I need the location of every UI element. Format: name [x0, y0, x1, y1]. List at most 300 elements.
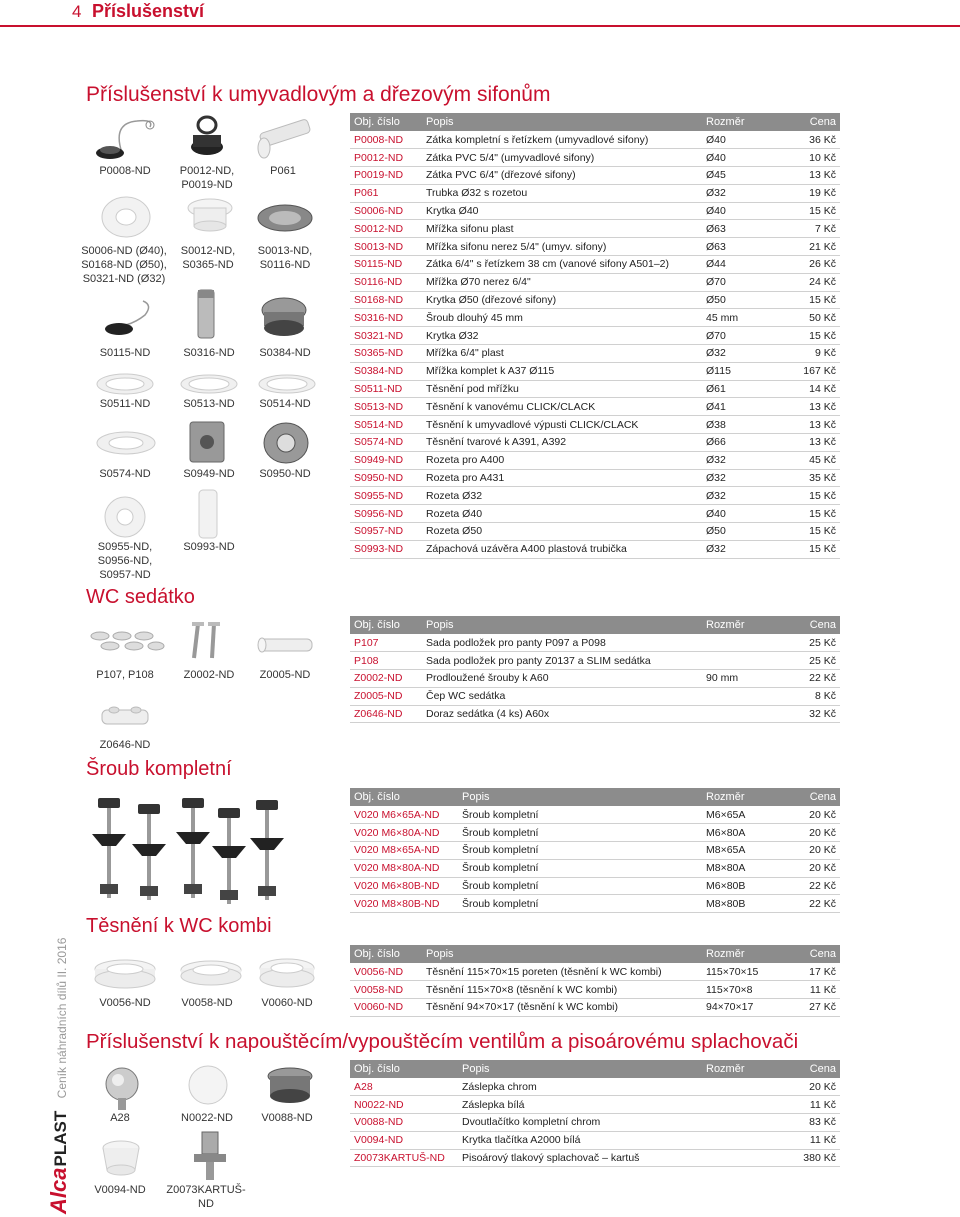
label-s0950: S0950-ND [259, 468, 311, 480]
label-a28: A28 [110, 1112, 130, 1124]
shaped-seal-image [94, 428, 158, 458]
cell-price: 10 Kč [788, 149, 840, 167]
cell-price: 380 Kč [788, 1149, 840, 1167]
cell-price: 36 Kč [788, 131, 840, 149]
table-row [350, 380, 840, 398]
side-branding [46, 938, 72, 1214]
cell-description: Těsnění k vanovému CLICK/CLACK [422, 398, 702, 416]
wc-seal-v0058-image [178, 958, 244, 988]
cell-price: 24 Kč [788, 273, 840, 291]
cell-description: Šroub kompletní [458, 824, 702, 842]
brand-logo-alca: Alca [46, 1167, 71, 1214]
cell-size: Ø38 [702, 416, 788, 434]
header-desc: Popis [422, 945, 702, 963]
cell-size: Ø32 [702, 184, 788, 202]
cell-size: M8×65A [702, 842, 788, 860]
cell-code: S0511-ND [350, 380, 422, 398]
table-row [350, 345, 840, 363]
cell-size: Ø44 [702, 256, 788, 274]
cell-size: M6×65A [702, 806, 788, 824]
table-row [350, 149, 840, 167]
plug-chain-vanove-image [95, 295, 165, 340]
cell-size: M6×80B [702, 877, 788, 895]
price-table-sroub [350, 788, 840, 913]
section-title-umyvadlo: Příslušenství k umyvadlovým a dřezovým sifonům [86, 83, 551, 106]
cell-code: S0321-ND [350, 327, 422, 345]
stainless-grate-image [254, 200, 316, 236]
label-s0013: S0013-ND, S0116-ND [257, 245, 313, 271]
cell-description: Zátka PVC 5/4" (umyvadlové sifony) [422, 149, 702, 167]
label-s0513: S0513-ND [183, 398, 235, 410]
label-s0514: S0514-ND [259, 398, 311, 410]
cell-price: 15 Kč [788, 540, 840, 558]
label-s0012: S0012-ND, S0365-ND [180, 245, 236, 271]
cell-price: 27 Kč [788, 999, 840, 1017]
brand-logo-plast: PLAST [51, 1110, 70, 1167]
cell-code: V0094-ND [350, 1131, 458, 1149]
cell-code: V0058-ND [350, 981, 422, 999]
cell-size: Ø40 [702, 505, 788, 523]
cell-price: 20 Kč [788, 824, 840, 842]
cell-size: Ø41 [702, 398, 788, 416]
label-s0511: S0511-ND [99, 398, 151, 410]
flush-cartridge-image [188, 1130, 232, 1182]
table-row [350, 963, 840, 981]
table-row [350, 859, 840, 877]
cell-code: S0384-ND [350, 362, 422, 380]
cell-description: Sada podložek pro panty Z0137 a SLIM sedátka [422, 652, 702, 670]
header-price: Cena [788, 945, 840, 963]
header-code: Obj. číslo [350, 616, 422, 634]
rosette-a400-image [186, 418, 228, 466]
cell-size: Ø61 [702, 380, 788, 398]
cell-code: S0949-ND [350, 451, 422, 469]
header-size: Rozměr [702, 945, 788, 963]
cell-description: Mřížka sifonu nerez 5/4" (umyv. sifony) [422, 238, 702, 256]
header-code: Obj. číslo [350, 945, 422, 963]
cell-size: 115×70×8 [702, 981, 788, 999]
cell-description: Doraz sedátka (4 ks) A60x [422, 705, 702, 723]
label-v0058: V0058-ND [181, 997, 233, 1009]
header-size: Rozměr [702, 113, 788, 131]
section-title-napoustec: Příslušenství k napouštěcím/vypouštěcím ventilům a pisoárovému splachovači [86, 1030, 799, 1053]
table-row [350, 842, 840, 860]
cell-size: 45 mm [702, 309, 788, 327]
cell-description: Rozeta pro A431 [422, 469, 702, 487]
table-row [350, 981, 840, 999]
header-rule [0, 25, 960, 27]
label-p0008: P0008-ND [99, 165, 151, 177]
cell-code: A28 [350, 1078, 458, 1096]
cell-description: Šroub kompletní [458, 877, 702, 895]
table-row [350, 652, 840, 670]
plug-with-chain-image [92, 113, 162, 163]
table-row [350, 434, 840, 452]
cell-size [702, 1114, 788, 1132]
label-s0384: S0384-ND [259, 347, 311, 359]
cell-size: Ø32 [702, 469, 788, 487]
cell-size: 90 mm [702, 670, 788, 688]
cell-code: P0019-ND [350, 167, 422, 185]
cell-code: S0957-ND [350, 523, 422, 541]
cell-code: P108 [350, 652, 422, 670]
cell-code: S0012-ND [350, 220, 422, 238]
seat-pin-image [254, 630, 318, 660]
label-s0115: S0115-ND [99, 347, 151, 359]
cell-size [702, 634, 788, 652]
washer-set-image [88, 628, 166, 654]
header-size: Rozměr [702, 788, 788, 806]
wc-seal-v0060-image [256, 956, 318, 990]
cell-description: Pisoárový tlakový splachovač – kartuš [458, 1149, 702, 1167]
cell-description: Zápachová uzávěra A400 plastová trubička [422, 540, 702, 558]
cell-code: V020 M8×80B-ND [350, 895, 458, 913]
cell-description: Záslepka bílá [458, 1096, 702, 1114]
cell-description: Těsnění 94×70×17 (těsnění k WC kombi) [422, 999, 702, 1017]
table-row [350, 309, 840, 327]
header-price: Cena [788, 616, 840, 634]
cell-price: 15 Kč [788, 523, 840, 541]
price-table-wc [350, 616, 840, 723]
cell-size: Ø40 [702, 149, 788, 167]
table-header-row [350, 788, 840, 806]
cell-price: 15 Kč [788, 505, 840, 523]
cell-description: Šroub kompletní [458, 842, 702, 860]
cell-description: Sada podložek pro panty P097 a P098 [422, 634, 702, 652]
cell-description: Rozeta pro A400 [422, 451, 702, 469]
table-row [350, 220, 840, 238]
cell-price: 11 Kč [788, 981, 840, 999]
cell-description: Šroub kompletní [458, 806, 702, 824]
cell-price: 32 Kč [788, 705, 840, 723]
cell-description: Trubka Ø32 s rozetou [422, 184, 702, 202]
cell-price: 13 Kč [788, 434, 840, 452]
cell-price: 22 Kč [788, 877, 840, 895]
complete-screws-image [86, 794, 294, 910]
cell-code: S0514-ND [350, 416, 422, 434]
cover-cap-image [97, 194, 155, 240]
cell-price: 11 Kč [788, 1096, 840, 1114]
label-p107: P107, P108 [96, 669, 154, 681]
cell-code: S0574-ND [350, 434, 422, 452]
label-v0056: V0056-ND [99, 997, 151, 1009]
cell-code: Z0005-ND [350, 687, 422, 705]
cell-description: Šroub kompletní [458, 895, 702, 913]
table-row [350, 999, 840, 1017]
table-row [350, 327, 840, 345]
cell-description: Rozeta Ø40 [422, 505, 702, 523]
cell-size: Ø40 [702, 131, 788, 149]
cell-description: Šroub kompletní [458, 859, 702, 877]
cell-size [702, 1078, 788, 1096]
table-row [350, 416, 840, 434]
cell-price: 11 Kč [788, 1131, 840, 1149]
cell-price: 13 Kč [788, 416, 840, 434]
cell-description: Zátka kompletní s řetízkem (umyvadlové sifony) [422, 131, 702, 149]
cell-description: Rozeta Ø32 [422, 487, 702, 505]
table-row [350, 824, 840, 842]
cell-code: V0060-ND [350, 999, 422, 1017]
table-header-row [350, 616, 840, 634]
cell-description: Krytka Ø40 [422, 202, 702, 220]
plug-pvc-image [182, 113, 232, 163]
chrome-cap-image [96, 1062, 148, 1112]
cell-code: S0006-ND [350, 202, 422, 220]
cell-price: 15 Kč [788, 291, 840, 309]
header-desc: Popis [458, 788, 702, 806]
cell-code: V020 M8×80A-ND [350, 859, 458, 877]
label-z0005: Z0005-ND [259, 669, 311, 681]
cell-price: 83 Kč [788, 1114, 840, 1132]
cell-size [702, 652, 788, 670]
cell-price: 22 Kč [788, 895, 840, 913]
plastic-grate-image [182, 194, 238, 236]
white-cap-image [184, 1062, 232, 1108]
plastic-tube-image [193, 488, 223, 540]
header-code: Obj. číslo [350, 113, 422, 131]
cell-description: Mřížka 6/4" plast [422, 345, 702, 363]
cell-price: 15 Kč [788, 327, 840, 345]
page-number: 4 [72, 2, 82, 21]
label-s0993: S0993-ND [183, 541, 235, 553]
cell-description: Prodloužené šrouby k A60 [422, 670, 702, 688]
cell-size: 115×70×15 [702, 963, 788, 981]
cell-price: 15 Kč [788, 487, 840, 505]
table-row [350, 398, 840, 416]
cell-size [702, 705, 788, 723]
cell-size: Ø63 [702, 238, 788, 256]
cell-price: 19 Kč [788, 184, 840, 202]
cell-size: Ø32 [702, 540, 788, 558]
header-desc: Popis [458, 1060, 702, 1078]
seat-bumper-image [96, 702, 154, 730]
label-v0088: V0088-ND [261, 1112, 313, 1124]
cell-price: 13 Kč [788, 167, 840, 185]
table-row [350, 670, 840, 688]
price-table-napoustec [350, 1060, 840, 1167]
cell-code: Z0002-ND [350, 670, 422, 688]
label-s0006: S0006-ND (Ø40), S0168-ND (Ø50), S0321-ND (Ø32) [81, 245, 167, 285]
cell-size: Ø63 [702, 220, 788, 238]
cell-size: Ø40 [702, 202, 788, 220]
cell-size: Ø70 [702, 327, 788, 345]
table-row [350, 238, 840, 256]
cell-price: 7 Kč [788, 220, 840, 238]
table-row [350, 184, 840, 202]
cell-code: S0168-ND [350, 291, 422, 309]
cell-code: S0950-ND [350, 469, 422, 487]
label-z0646: Z0646-ND [99, 739, 151, 751]
cell-code: V0088-ND [350, 1114, 458, 1132]
cell-code: S0013-ND [350, 238, 422, 256]
table-row [350, 1114, 840, 1132]
price-table-umyvadlo [350, 113, 840, 559]
cell-price: 45 Kč [788, 451, 840, 469]
header-code: Obj. číslo [350, 1060, 458, 1078]
rosette-a431-image [260, 420, 312, 466]
cell-description: Záslepka chrom [458, 1078, 702, 1096]
cell-price: 14 Kč [788, 380, 840, 398]
cell-price: 20 Kč [788, 842, 840, 860]
table-row [350, 202, 840, 220]
header-desc: Popis [422, 113, 702, 131]
page-header [0, 0, 960, 24]
page-title: Příslušenství [92, 1, 205, 21]
table-row [350, 451, 840, 469]
cell-size: M6×80A [702, 824, 788, 842]
cell-size: Ø32 [702, 451, 788, 469]
table-row [350, 256, 840, 274]
table-row [350, 487, 840, 505]
label-p061: P061 [270, 165, 296, 177]
table-row [350, 1131, 840, 1149]
table-header-row [350, 113, 840, 131]
header-size: Rozměr [702, 616, 788, 634]
table-row [350, 131, 840, 149]
cell-description: Těsnění 115×70×15 poreten (těsnění k WC kombi) [422, 963, 702, 981]
header-desc: Popis [422, 616, 702, 634]
table-row [350, 1096, 840, 1114]
table-row [350, 523, 840, 541]
cell-code: V020 M6×80A-ND [350, 824, 458, 842]
cell-description: Krytka Ø50 (dřezové sifony) [422, 291, 702, 309]
cell-size: Ø45 [702, 167, 788, 185]
cell-size: M8×80A [702, 859, 788, 877]
label-z0002: Z0002-ND [183, 669, 235, 681]
seal-ring-s0513-image [178, 370, 240, 398]
header-price: Cena [788, 113, 840, 131]
label-p0012: P0012-ND, P0019-ND [179, 165, 235, 191]
cell-code: V0056-ND [350, 963, 422, 981]
label-s0574: S0574-ND [99, 468, 151, 480]
section-title-tesneni: Těsnění k WC kombi [86, 915, 272, 937]
cell-code: Z0073KARTUŠ-ND [350, 1149, 458, 1167]
cell-code: V020 M6×65A-ND [350, 806, 458, 824]
seal-ring-s0514-image [256, 370, 318, 398]
cell-size [702, 1149, 788, 1167]
rosette-image [100, 494, 150, 540]
long-screw-image [192, 286, 220, 342]
cell-description: Dvoutlačítko kompletní chrom [458, 1114, 702, 1132]
cell-description: Krytka Ø32 [422, 327, 702, 345]
table-row [350, 1149, 840, 1167]
cell-price: 25 Kč [788, 652, 840, 670]
label-s0316: S0316-ND [183, 347, 235, 359]
cell-price: 26 Kč [788, 256, 840, 274]
cell-size [702, 1131, 788, 1149]
label-s0949: S0949-ND [183, 468, 235, 480]
cell-price: 15 Kč [788, 202, 840, 220]
label-v0094: V0094-ND [94, 1184, 146, 1196]
cell-price: 17 Kč [788, 963, 840, 981]
section-title-sroub: Šroub kompletní [86, 758, 232, 780]
cell-size: Ø115 [702, 362, 788, 380]
header-price: Cena [788, 788, 840, 806]
cell-size: Ø32 [702, 345, 788, 363]
cell-size: 94×70×17 [702, 999, 788, 1017]
cell-size [702, 687, 788, 705]
label-s0955: S0955-ND, S0956-ND, S0957-ND [97, 541, 153, 581]
seal-ring-s0511-image [94, 370, 156, 398]
table-row [350, 469, 840, 487]
cell-code: S0955-ND [350, 487, 422, 505]
cell-description: Mřížka komplet k A37 Ø115 [422, 362, 702, 380]
table-row [350, 705, 840, 723]
table-header-row [350, 945, 840, 963]
cell-size: Ø70 [702, 273, 788, 291]
table-row [350, 895, 840, 913]
table-row [350, 687, 840, 705]
cell-code: P0012-ND [350, 149, 422, 167]
label-z0073: Z0073KARTUŠ-ND [166, 1184, 246, 1210]
cell-price: 8 Kč [788, 687, 840, 705]
dual-button-image [262, 1062, 318, 1108]
table-row [350, 505, 840, 523]
table-row [350, 806, 840, 824]
cell-description: Rozeta Ø50 [422, 523, 702, 541]
cell-price: 20 Kč [788, 806, 840, 824]
cell-description: Mřížka Ø70 nerez 6/4" [422, 273, 702, 291]
cell-price: 25 Kč [788, 634, 840, 652]
cell-size: Ø32 [702, 487, 788, 505]
header-size: Rozměr [702, 1060, 788, 1078]
cell-description: Těsnění 115×70×8 (těsnění k WC kombi) [422, 981, 702, 999]
cell-code: P107 [350, 634, 422, 652]
long-screws-image [184, 618, 228, 662]
cell-price: 167 Kč [788, 362, 840, 380]
cell-description: Těsnění pod mřížku [422, 380, 702, 398]
cell-code: P061 [350, 184, 422, 202]
button-cover-image [96, 1136, 146, 1178]
cell-description: Těsnění k umyvadlové výpusti CLICK/CLACK [422, 416, 702, 434]
cell-price: 20 Kč [788, 859, 840, 877]
cell-description: Těsnění tvarové k A391, A392 [422, 434, 702, 452]
table-row [350, 273, 840, 291]
table-row [350, 1078, 840, 1096]
cell-size: M8×80B [702, 895, 788, 913]
cell-code: Z0646-ND [350, 705, 422, 723]
label-n0022: N0022-ND [181, 1112, 233, 1124]
cell-price: 22 Kč [788, 670, 840, 688]
cell-code: S0116-ND [350, 273, 422, 291]
wc-seal-v0056-image [92, 956, 158, 990]
price-table-tesneni [350, 945, 840, 1017]
cell-price: 50 Kč [788, 309, 840, 327]
header-price: Cena [788, 1060, 840, 1078]
catalog-subtitle: Ceník náhradních dílů II. 2016 [55, 937, 69, 1099]
table-row [350, 877, 840, 895]
cell-description: Šroub dlouhý 45 mm [422, 309, 702, 327]
cell-size [702, 1096, 788, 1114]
cell-price: 35 Kč [788, 469, 840, 487]
grate-complete-image [256, 290, 312, 340]
table-row [350, 291, 840, 309]
cell-code: S0956-ND [350, 505, 422, 523]
cell-price: 13 Kč [788, 398, 840, 416]
cell-code: S0115-ND [350, 256, 422, 274]
cell-price: 21 Kč [788, 238, 840, 256]
cell-code: S0316-ND [350, 309, 422, 327]
table-row [350, 362, 840, 380]
cell-code: S0993-ND [350, 540, 422, 558]
table-row [350, 167, 840, 185]
cell-code: N0022-ND [350, 1096, 458, 1114]
label-v0060: V0060-ND [261, 997, 313, 1009]
cell-size: Ø66 [702, 434, 788, 452]
section-title-wc-sedatko: WC sedátko [86, 586, 195, 608]
cell-code: S0513-ND [350, 398, 422, 416]
table-header-row [350, 1060, 840, 1078]
